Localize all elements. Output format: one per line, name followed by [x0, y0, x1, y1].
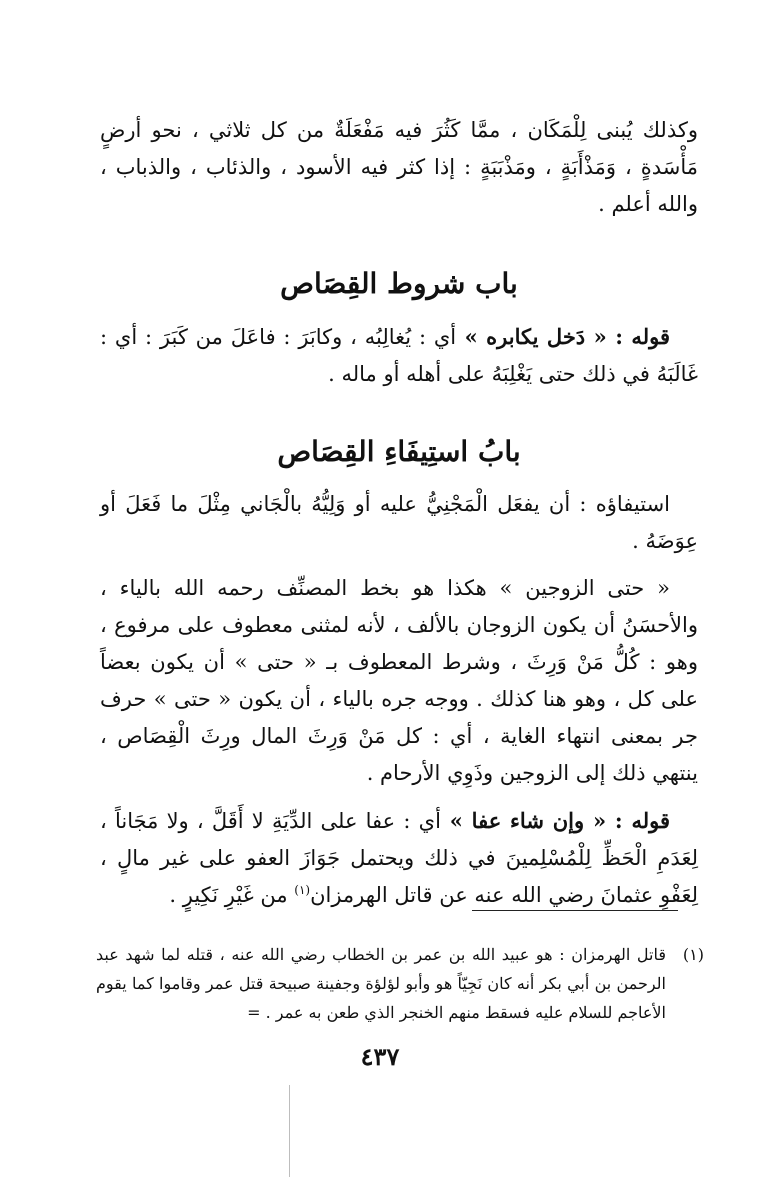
- footnote-number: (١): [682, 945, 704, 964]
- explanation-text: أي : عفا على الدِّيَةِ لا أَقَلَّ ، ولا مَجَاناً ، لِعَدَمِ الْحَظِّ لِلْمُسْلِمينَ في ذلك ويحتمل جَوَازَ العفو على غير مالٍ ، لِعَفْوِ عثمانَ رضي الله عنه عن قاتل الهرمزان: [100, 809, 698, 907]
- section2-paragraph-3: [100, 802, 698, 914]
- section2-paragraph-2: « حتى الزوجين » هكذا هو بخط المصنِّف رحمه الله بالياء ، والأحسَنُ أن يكون الزوجان بالألف ، لأنه لمثنى معطوف على مرفوع ، وهو : كُلُّ مَنْ وَرِثَ ، وشرط المعطوف بـ « حتى » أن يكون بعضاً على كل ، وهو هنا كذلك . ووجه جره بالياء ، أن يكون « حتى » حرف جر بمعنى انتهاء الغاية ، أي : كل مَنْ وَرِثَ المال ورِثَ الْقِصَاص ، ينتهي ذلك إلى الزوجين وذَوِي الأرحام .: [100, 576, 698, 785]
- intro-paragraph: وكذلك يُبنى لِلْمَكَان ، ممَّا كَثُرَ فيه مَفْعَلَةٌ من كل ثلاثي ، نحو أرضٍ مَأْسَدةٍ ، وَمَذْأَبَةٍ ، ومَذْبَبَةٍ : إذا كثر فيه الأسود ، والذئاب ، والذباب ، والله أعلم .: [100, 118, 698, 216]
- footnote-reference: (١): [294, 883, 311, 897]
- footnote: [96, 940, 704, 1027]
- quoted-phrase: قوله : « دَخل يكابره »: [456, 324, 670, 349]
- section1-block: [100, 318, 698, 393]
- page-crease-line: [289, 1085, 290, 1177]
- footnote-separator: [472, 910, 678, 911]
- quoted-phrase: قوله : « وإن شاء عفا »: [440, 808, 670, 833]
- explanation-text-end: من غَيْرِ نَكِيرٍ .: [169, 883, 295, 907]
- page-number: ٤٣٧: [360, 1042, 400, 1071]
- section-heading-qisas-execution: بابُ استِيفَاءِ القِصَاص: [277, 435, 521, 468]
- intro-block: [100, 112, 698, 223]
- section2-block: [100, 486, 698, 914]
- section2-paragraph-1: استيفاؤه : أن يفعَل الْمَجْنِيُّ عليه أو وَلِيُّهُ بالْجَاني مِثْلَ ما فَعَلَ أو عِوَضَهُ .: [100, 492, 698, 553]
- explanation-text: أي : يُغالِبُه ، وكابَرَ : فاعَلَ من كَبَرَ : أي : غَالَبَهُ في ذلك حتى يَغْلِبَهُ على أهله أو ماله .: [100, 325, 698, 386]
- footnote-text: قاتل الهرمزان : هو عبيد الله بن عمر بن الخطاب رضي الله عنه ، قتله لما شهد عبد الرحمن بن أبي بكر أنه كان نَجِيّاً هو وأبو لؤلؤة وجفينة صبيحة قتل عمر وقاموا كما يقوم الأعاجم للسلام عليه فسقط منهم الخنجر الذي طعن به عمر . =: [96, 945, 666, 1022]
- section1-paragraph: [100, 318, 698, 393]
- section-heading-qisas-conditions: باب شروط القِصَاص: [280, 267, 518, 300]
